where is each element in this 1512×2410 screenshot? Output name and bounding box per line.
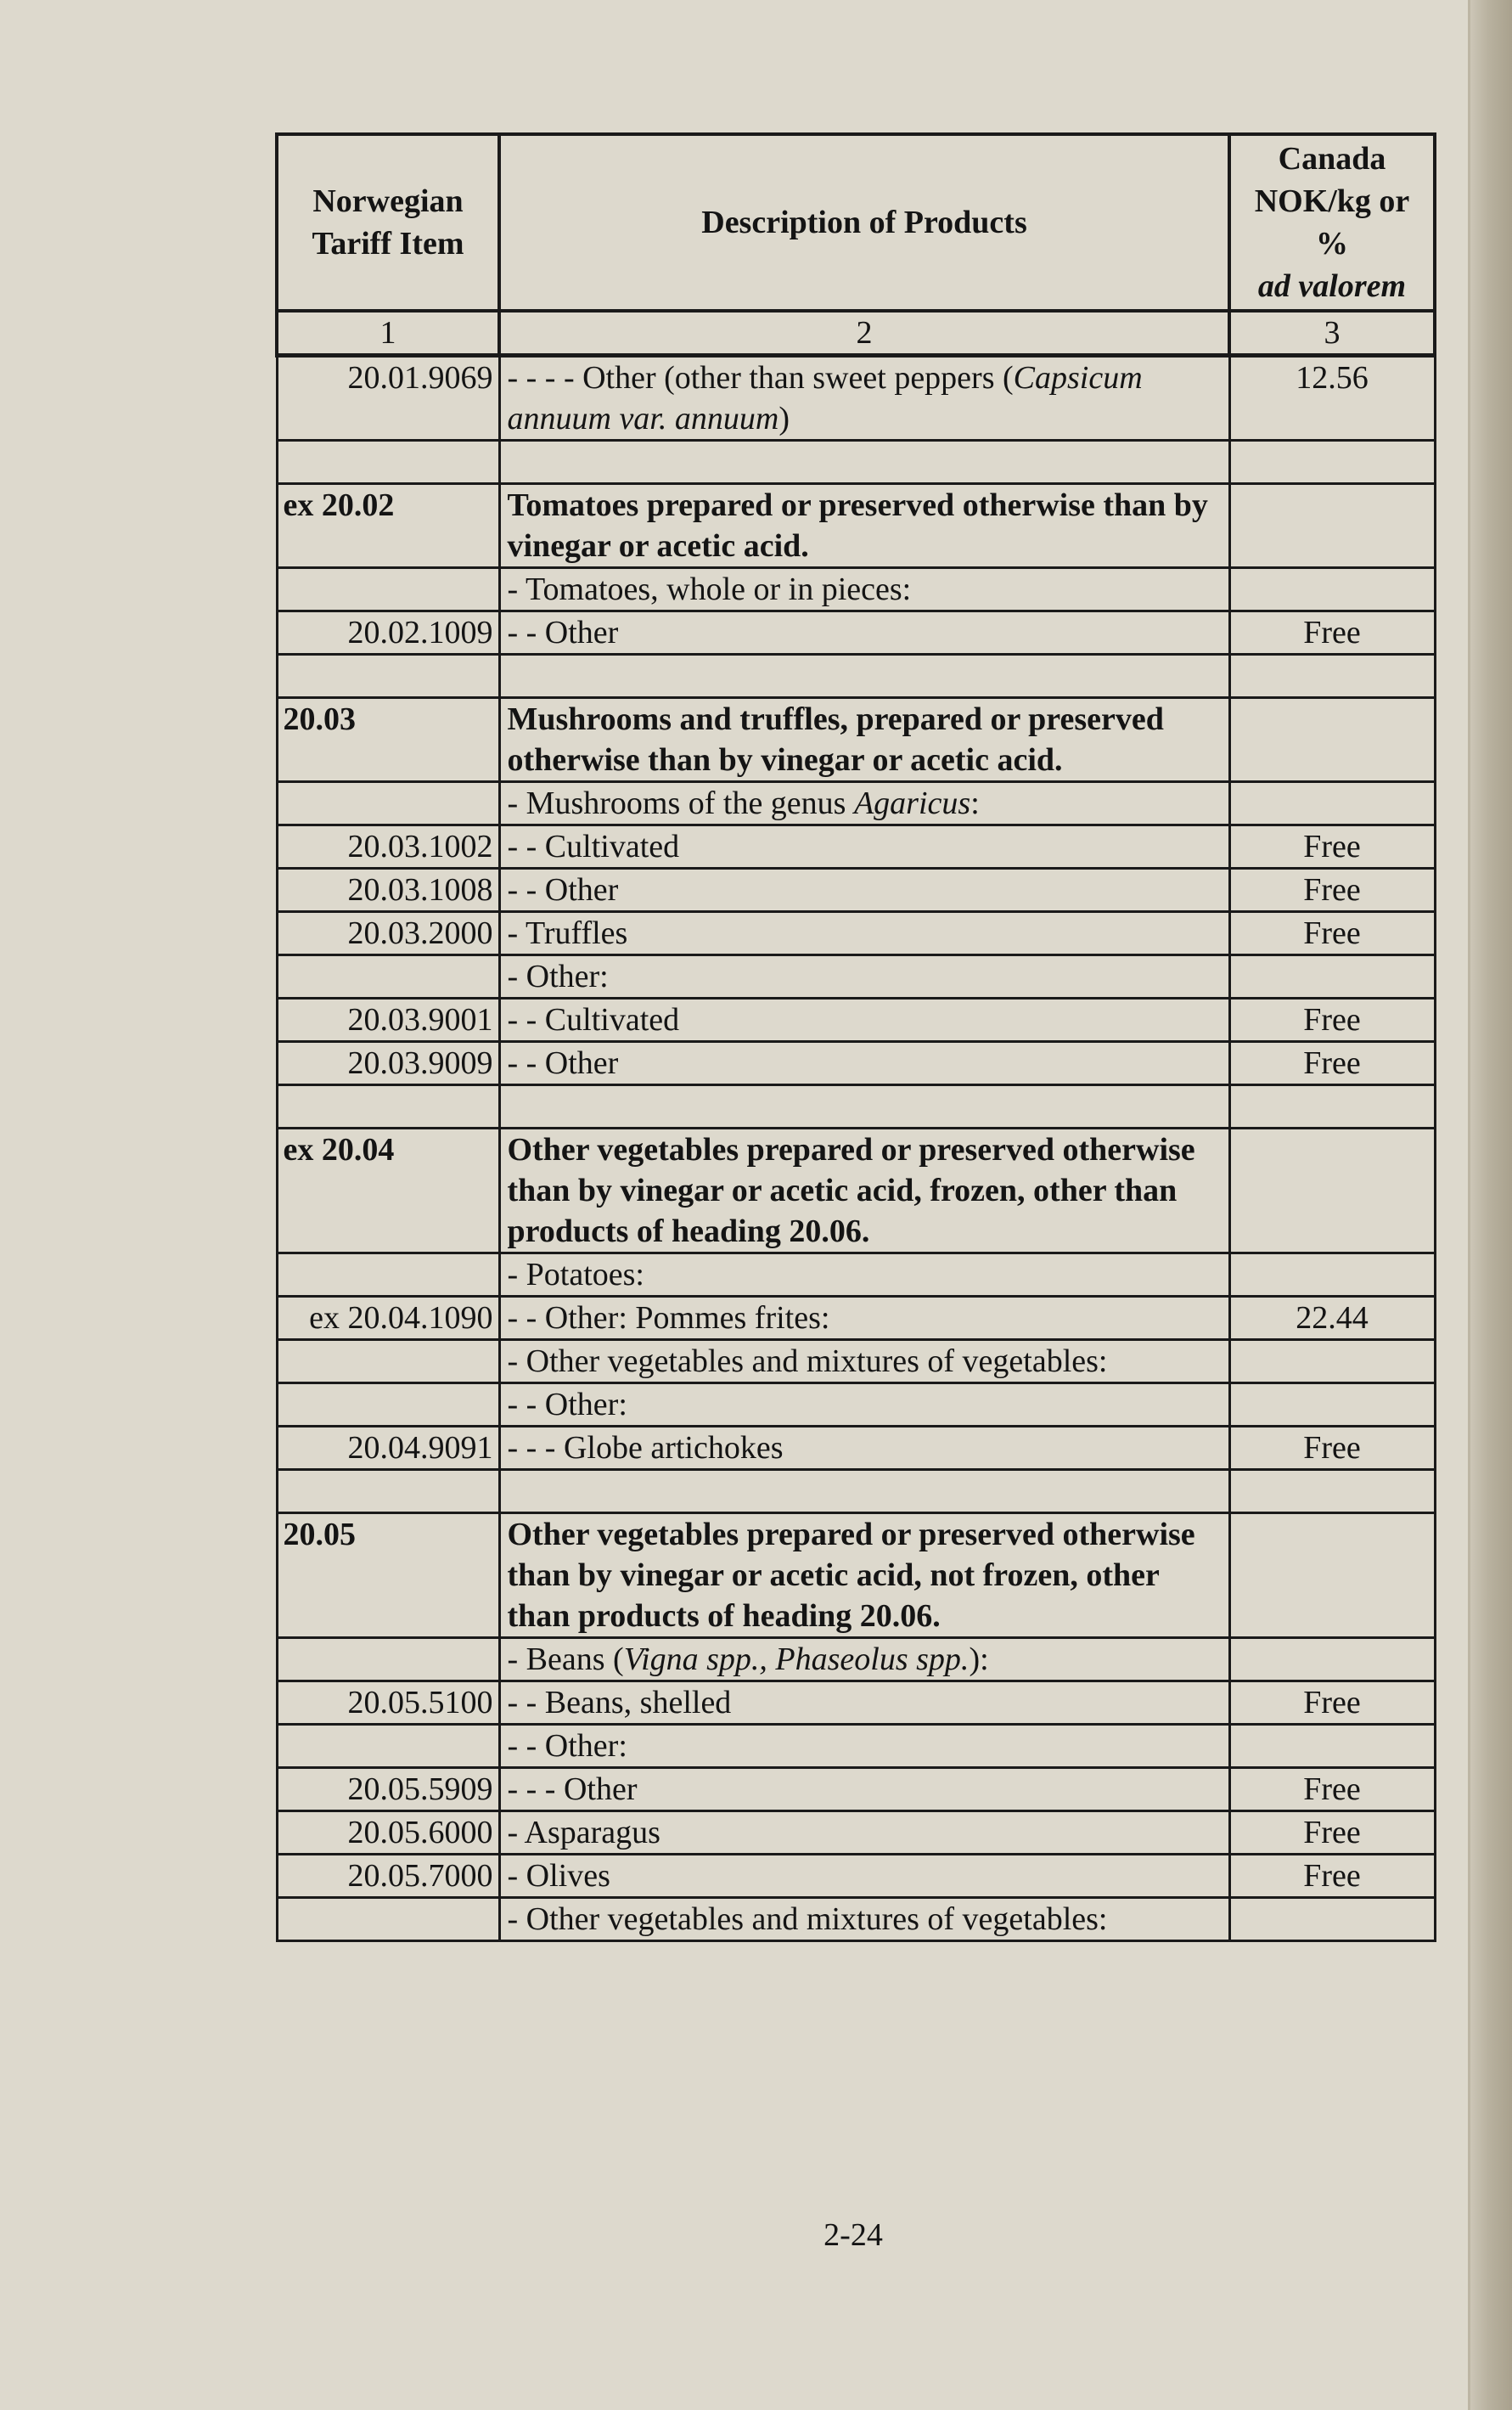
column-number-1: 1 (277, 311, 499, 356)
tariff-item-cell (277, 568, 499, 611)
header-rate-line1: Canada (1278, 141, 1386, 177)
table-row (277, 1253, 1435, 1297)
header-rate-line2: NOK/kg or (1254, 183, 1410, 219)
column-number-row (277, 311, 1435, 356)
column-number-2: 2 (499, 311, 1229, 356)
table-row (277, 1768, 1435, 1811)
table-row (277, 912, 1435, 955)
rate-cell: Free (1229, 1681, 1435, 1725)
table-row (277, 698, 1435, 782)
description-cell: - Mushrooms of the genus Agaricus: (499, 782, 1229, 825)
tariff-table (275, 132, 1436, 1942)
description-cell: - - Cultivated (499, 825, 1229, 869)
tariff-item-cell (277, 1638, 499, 1681)
table-row (277, 1811, 1435, 1855)
table-row (277, 1297, 1435, 1340)
table-row (277, 999, 1435, 1042)
rate-cell: Free (1229, 611, 1435, 655)
tariff-item-cell (277, 1085, 499, 1129)
table-row (277, 955, 1435, 999)
rate-cell: 12.56 (1229, 356, 1435, 441)
description-cell: - - Cultivated (499, 999, 1229, 1042)
tariff-item-cell (277, 782, 499, 825)
description-cell (499, 1085, 1229, 1129)
table-row (277, 1340, 1435, 1383)
description-cell (499, 1470, 1229, 1513)
table-row (277, 1427, 1435, 1470)
description-cell: - - Other: Pommes frites: (499, 1297, 1229, 1340)
rate-cell (1229, 1383, 1435, 1427)
tariff-item-cell: 20.05.5909 (277, 1768, 499, 1811)
tariff-item-cell (277, 1470, 499, 1513)
tariff-item-cell (277, 441, 499, 484)
rate-cell: Free (1229, 1427, 1435, 1470)
rate-cell (1229, 655, 1435, 698)
tariff-item-cell: 20.03.2000 (277, 912, 499, 955)
rate-cell: Free (1229, 912, 1435, 955)
table-row (277, 1898, 1435, 1941)
header-rate-line3: % (1316, 226, 1348, 262)
description-cell: - Tomatoes, whole or in pieces: (499, 568, 1229, 611)
rate-cell (1229, 568, 1435, 611)
table-row (277, 1513, 1435, 1638)
rate-cell: Free (1229, 999, 1435, 1042)
tariff-item-cell (277, 955, 499, 999)
rate-cell: Free (1229, 1811, 1435, 1855)
tariff-item-cell: 20.02.1009 (277, 611, 499, 655)
header-tariff-item-line2: Tariff Item (312, 226, 464, 262)
tariff-item-cell: 20.05.6000 (277, 1811, 499, 1855)
description-cell: - - Other (499, 611, 1229, 655)
tariff-item-cell: 20.03.1002 (277, 825, 499, 869)
description-cell: - Beans (Vigna spp., Phaseolus spp.): (499, 1638, 1229, 1681)
description-cell (499, 441, 1229, 484)
description-cell: - - Other (499, 1042, 1229, 1085)
header-description: Description of Products (499, 134, 1229, 311)
rate-cell: Free (1229, 1855, 1435, 1898)
header-tariff-item-line1: Norwegian (312, 183, 464, 219)
header-rate-line4: ad valorem (1257, 268, 1407, 304)
tariff-item-cell (277, 1253, 499, 1297)
table-row (277, 1638, 1435, 1681)
description-cell: - Asparagus (499, 1811, 1229, 1855)
table-row (277, 441, 1435, 484)
description-cell: - Truffles (499, 912, 1229, 955)
rate-cell (1229, 1129, 1435, 1253)
header-row (277, 134, 1435, 311)
rate-cell: Free (1229, 1768, 1435, 1811)
description-italic: Capsicum annuum var. annuum (507, 360, 1143, 436)
table-row (277, 1855, 1435, 1898)
tariff-item-cell (277, 1340, 499, 1383)
heading-description-cell: Tomatoes prepared or preserved otherwise than by vinegar or acetic acid. (499, 484, 1229, 568)
description-cell: - - Other (499, 869, 1229, 912)
table-row (277, 484, 1435, 568)
tariff-item-cell: 20.04.9091 (277, 1427, 499, 1470)
tariff-item-cell: ex 20.04.1090 (277, 1297, 499, 1340)
table-row (277, 568, 1435, 611)
description-cell: - Other vegetables and mixtures of vegetables: (499, 1340, 1229, 1383)
table-row (277, 1129, 1435, 1253)
header-canada-rate (1229, 134, 1435, 311)
table-row (277, 1725, 1435, 1768)
tariff-heading-cell: ex 20.04 (277, 1129, 499, 1253)
tariff-item-cell: 20.05.7000 (277, 1855, 499, 1898)
description-cell (499, 655, 1229, 698)
heading-description-cell: Other vegetables prepared or preserved otherwise than by vinegar or acetic acid, frozen, other than products of heading 20.06. (499, 1129, 1229, 1253)
rate-cell (1229, 1340, 1435, 1383)
tariff-heading-cell: ex 20.02 (277, 484, 499, 568)
description-cell: - Potatoes: (499, 1253, 1229, 1297)
description-cell: - Other: (499, 955, 1229, 999)
table-row (277, 825, 1435, 869)
rate-cell (1229, 1638, 1435, 1681)
tariff-item-cell (277, 1383, 499, 1427)
table-row (277, 356, 1435, 441)
tariff-item-cell (277, 655, 499, 698)
rate-cell: Free (1229, 1042, 1435, 1085)
rate-cell: 22.44 (1229, 1297, 1435, 1340)
rate-cell (1229, 484, 1435, 568)
header-tariff-item (277, 134, 499, 311)
description-cell: - Other vegetables and mixtures of vegetables: (499, 1898, 1229, 1941)
tariff-item-cell: 20.03.9009 (277, 1042, 499, 1085)
rate-cell: Free (1229, 825, 1435, 869)
rate-cell (1229, 955, 1435, 999)
table-row (277, 1042, 1435, 1085)
page-number: 2-24 (823, 2217, 883, 2253)
tariff-item-cell: 20.05.5100 (277, 1681, 499, 1725)
column-number-3: 3 (1229, 311, 1435, 356)
rate-cell (1229, 441, 1435, 484)
rate-cell (1229, 1513, 1435, 1638)
heading-description-cell: Other vegetables prepared or preserved otherwise than by vinegar or acetic acid, not frozen, other than products of heading 20.06. (499, 1513, 1229, 1638)
tariff-item-cell: 20.03.9001 (277, 999, 499, 1042)
tariff-item-cell: 20.01.9069 (277, 356, 499, 441)
description-cell: - - - Other (499, 1768, 1229, 1811)
table-row (277, 1085, 1435, 1129)
description-cell: - - - - Other (other than sweet peppers (Capsicum annuum var. annuum) (499, 356, 1229, 441)
description-cell: - Olives (499, 1855, 1229, 1898)
rate-cell (1229, 1253, 1435, 1297)
description-italic: Vigna spp., Phaseolus spp. (623, 1641, 970, 1677)
description-italic: Agaricus (853, 786, 971, 821)
description-cell: - - Other: (499, 1725, 1229, 1768)
description-cell: - - Other: (499, 1383, 1229, 1427)
tariff-heading-cell: 20.03 (277, 698, 499, 782)
rate-cell (1229, 1470, 1435, 1513)
table-row (277, 655, 1435, 698)
description-cell: - - Beans, shelled (499, 1681, 1229, 1725)
tariff-item-cell (277, 1725, 499, 1768)
table-row (277, 611, 1435, 655)
table-row (277, 869, 1435, 912)
table-row (277, 1681, 1435, 1725)
tariff-item-cell: 20.03.1008 (277, 869, 499, 912)
rate-cell (1229, 698, 1435, 782)
rate-cell (1229, 782, 1435, 825)
rate-cell (1229, 1898, 1435, 1941)
rate-cell (1229, 1725, 1435, 1768)
table-row (277, 1383, 1435, 1427)
tariff-item-cell (277, 1898, 499, 1941)
description-cell: - - - Globe artichokes (499, 1427, 1229, 1470)
table-row (277, 782, 1435, 825)
page-binding-edge (1468, 0, 1512, 2410)
tariff-heading-cell: 20.05 (277, 1513, 499, 1638)
table-row (277, 1470, 1435, 1513)
rate-cell (1229, 1085, 1435, 1129)
rate-cell: Free (1229, 869, 1435, 912)
heading-description-cell: Mushrooms and truffles, prepared or preserved otherwise than by vinegar or acetic acid. (499, 698, 1229, 782)
